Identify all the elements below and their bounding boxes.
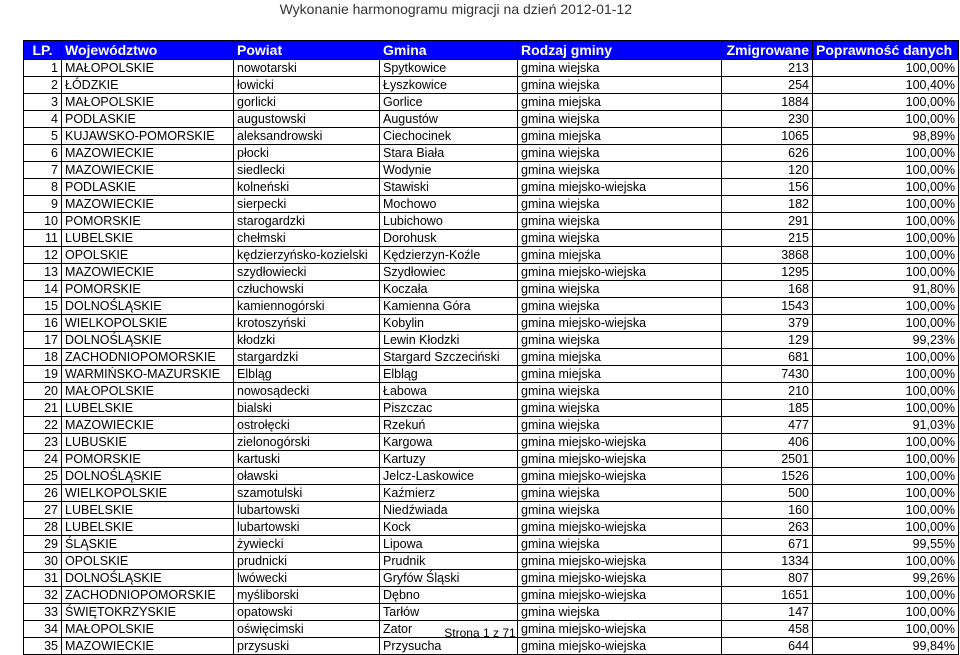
cell-gmina: Szydłowiec: [380, 264, 518, 281]
cell-poprawnosc: 100,00%: [813, 60, 959, 77]
cell-rodzaj-gminy: gmina wiejska: [518, 77, 722, 94]
cell-lp: 5: [24, 128, 62, 145]
cell-lp: 12: [24, 247, 62, 264]
column-header-wojewodztwo: Województwo: [62, 41, 234, 60]
table-row: [24, 111, 959, 128]
cell-gmina: Niedźwiada: [380, 502, 518, 519]
cell-powiat: myśliborski: [234, 587, 380, 604]
table-row: [24, 366, 959, 383]
cell-rodzaj-gminy: gmina wiejska: [518, 145, 722, 162]
cell-rodzaj-gminy: gmina wiejska: [518, 213, 722, 230]
cell-wojewodztwo: MAŁOPOLSKIE: [62, 621, 234, 638]
cell-gmina: Lewin Kłodzki: [380, 332, 518, 349]
cell-lp: 23: [24, 434, 62, 451]
cell-rodzaj-gminy: gmina wiejska: [518, 60, 722, 77]
table-row: [24, 451, 959, 468]
cell-rodzaj-gminy: gmina miejska: [518, 94, 722, 111]
column-header-zmigrowane: Zmigrowane: [722, 41, 813, 60]
cell-rodzaj-gminy: gmina wiejska: [518, 281, 722, 298]
cell-powiat: szydłowiecki: [234, 264, 380, 281]
table-row: [24, 162, 959, 179]
cell-poprawnosc: 100,00%: [813, 621, 959, 638]
cell-poprawnosc: 100,00%: [813, 349, 959, 366]
cell-powiat: starogardzki: [234, 213, 380, 230]
cell-gmina: Przysucha: [380, 638, 518, 655]
cell-zmigrowane: 2501: [722, 451, 813, 468]
cell-lp: 28: [24, 519, 62, 536]
table-row: [24, 519, 959, 536]
cell-lp: 16: [24, 315, 62, 332]
cell-lp: 27: [24, 502, 62, 519]
cell-gmina: Kartuzy: [380, 451, 518, 468]
cell-zmigrowane: 230: [722, 111, 813, 128]
cell-poprawnosc: 100,00%: [813, 519, 959, 536]
cell-gmina: Gryfów Śląski: [380, 570, 518, 587]
cell-gmina: Elbląg: [380, 366, 518, 383]
cell-gmina: Zator: [380, 621, 518, 638]
cell-rodzaj-gminy: gmina wiejska: [518, 230, 722, 247]
cell-poprawnosc: 100,00%: [813, 434, 959, 451]
cell-rodzaj-gminy: gmina miejsko-wiejska: [518, 264, 722, 281]
cell-zmigrowane: 807: [722, 570, 813, 587]
cell-powiat: aleksandrowski: [234, 128, 380, 145]
cell-wojewodztwo: DOLNOŚLĄSKIE: [62, 468, 234, 485]
cell-zmigrowane: 160: [722, 502, 813, 519]
cell-zmigrowane: 1884: [722, 94, 813, 111]
cell-gmina: Łyszkowice: [380, 77, 518, 94]
cell-wojewodztwo: MAZOWIECKIE: [62, 162, 234, 179]
cell-zmigrowane: 1543: [722, 298, 813, 315]
table-row: [24, 536, 959, 553]
cell-powiat: płocki: [234, 145, 380, 162]
cell-powiat: bialski: [234, 400, 380, 417]
cell-zmigrowane: 254: [722, 77, 813, 94]
cell-gmina: Jelcz-Laskowice: [380, 468, 518, 485]
cell-poprawnosc: 100,00%: [813, 451, 959, 468]
table-row: [24, 638, 959, 655]
table-row: [24, 94, 959, 111]
cell-powiat: augustowski: [234, 111, 380, 128]
cell-wojewodztwo: ZACHODNIOPOMORSKIE: [62, 349, 234, 366]
cell-lp: 7: [24, 162, 62, 179]
cell-powiat: gorlicki: [234, 94, 380, 111]
cell-gmina: Lipowa: [380, 536, 518, 553]
cell-zmigrowane: 626: [722, 145, 813, 162]
cell-gmina: Stargard Szczeciński: [380, 349, 518, 366]
cell-gmina: Rzekuń: [380, 417, 518, 434]
table-row: [24, 196, 959, 213]
cell-lp: 21: [24, 400, 62, 417]
cell-lp: 6: [24, 145, 62, 162]
cell-lp: 15: [24, 298, 62, 315]
column-header-gmina: Gmina: [380, 41, 518, 60]
table-row: [24, 349, 959, 366]
cell-powiat: prudnicki: [234, 553, 380, 570]
cell-gmina: Kędzierzyn-Koźle: [380, 247, 518, 264]
cell-rodzaj-gminy: gmina miejsko-wiejska: [518, 434, 722, 451]
table-row: [24, 179, 959, 196]
cell-wojewodztwo: MAZOWIECKIE: [62, 638, 234, 655]
cell-gmina: Tarłów: [380, 604, 518, 621]
column-header-rodzaj-gminy: Rodzaj gminy: [518, 41, 722, 60]
cell-poprawnosc: 100,00%: [813, 179, 959, 196]
cell-lp: 18: [24, 349, 62, 366]
cell-zmigrowane: 379: [722, 315, 813, 332]
cell-wojewodztwo: MAZOWIECKIE: [62, 196, 234, 213]
cell-zmigrowane: 185: [722, 400, 813, 417]
cell-wojewodztwo: LUBELSKIE: [62, 519, 234, 536]
cell-gmina: Lubichowo: [380, 213, 518, 230]
page-footer: [0, 626, 960, 640]
cell-wojewodztwo: WIELKOPOLSKIE: [62, 485, 234, 502]
table-body: [24, 60, 959, 655]
cell-powiat: kędzierzyńsko-kozielski: [234, 247, 380, 264]
cell-zmigrowane: 671: [722, 536, 813, 553]
cell-zmigrowane: 147: [722, 604, 813, 621]
cell-gmina: Stara Biała: [380, 145, 518, 162]
cell-zmigrowane: 213: [722, 60, 813, 77]
cell-poprawnosc: 100,00%: [813, 213, 959, 230]
cell-gmina: Stawiski: [380, 179, 518, 196]
table-row: [24, 315, 959, 332]
cell-lp: 20: [24, 383, 62, 400]
cell-zmigrowane: 1526: [722, 468, 813, 485]
cell-wojewodztwo: MAŁOPOLSKIE: [62, 94, 234, 111]
cell-rodzaj-gminy: gmina miejska: [518, 349, 722, 366]
cell-gmina: Prudnik: [380, 553, 518, 570]
cell-lp: 24: [24, 451, 62, 468]
cell-zmigrowane: 210: [722, 383, 813, 400]
cell-lp: 22: [24, 417, 62, 434]
table-row: [24, 60, 959, 77]
cell-powiat: kolneński: [234, 179, 380, 196]
cell-poprawnosc: 100,40%: [813, 77, 959, 94]
cell-lp: 31: [24, 570, 62, 587]
cell-rodzaj-gminy: gmina wiejska: [518, 604, 722, 621]
cell-lp: 29: [24, 536, 62, 553]
cell-lp: 30: [24, 553, 62, 570]
cell-powiat: kartuski: [234, 451, 380, 468]
cell-poprawnosc: 100,00%: [813, 162, 959, 179]
cell-zmigrowane: 1651: [722, 587, 813, 604]
cell-zmigrowane: 291: [722, 213, 813, 230]
cell-powiat: lwówecki: [234, 570, 380, 587]
table-row: [24, 468, 959, 485]
cell-poprawnosc: 100,00%: [813, 604, 959, 621]
cell-powiat: lubartowski: [234, 502, 380, 519]
cell-wojewodztwo: LUBELSKIE: [62, 502, 234, 519]
cell-lp: 33: [24, 604, 62, 621]
cell-wojewodztwo: ZACHODNIOPOMORSKIE: [62, 587, 234, 604]
cell-powiat: lubartowski: [234, 519, 380, 536]
column-header-powiat: Powiat: [234, 41, 380, 60]
cell-gmina: Mochowo: [380, 196, 518, 213]
cell-poprawnosc: 99,84%: [813, 638, 959, 655]
cell-wojewodztwo: MAZOWIECKIE: [62, 264, 234, 281]
cell-powiat: opatowski: [234, 604, 380, 621]
cell-poprawnosc: 99,23%: [813, 332, 959, 349]
cell-lp: 2: [24, 77, 62, 94]
table-row: [24, 128, 959, 145]
cell-gmina: Kock: [380, 519, 518, 536]
table-row: [24, 485, 959, 502]
column-header-lp: LP.: [24, 41, 62, 60]
cell-gmina: Łabowa: [380, 383, 518, 400]
cell-rodzaj-gminy: gmina miejsko-wiejska: [518, 621, 722, 638]
cell-wojewodztwo: POMORSKIE: [62, 281, 234, 298]
cell-powiat: żywiecki: [234, 536, 380, 553]
cell-rodzaj-gminy: gmina wiejska: [518, 502, 722, 519]
cell-zmigrowane: 1334: [722, 553, 813, 570]
cell-wojewodztwo: POMORSKIE: [62, 213, 234, 230]
cell-rodzaj-gminy: gmina wiejska: [518, 383, 722, 400]
cell-powiat: człuchowski: [234, 281, 380, 298]
cell-wojewodztwo: OPOLSKIE: [62, 247, 234, 264]
cell-rodzaj-gminy: gmina miejska: [518, 247, 722, 264]
cell-lp: 8: [24, 179, 62, 196]
cell-rodzaj-gminy: gmina wiejska: [518, 485, 722, 502]
cell-zmigrowane: 182: [722, 196, 813, 213]
cell-rodzaj-gminy: gmina wiejska: [518, 536, 722, 553]
cell-zmigrowane: 406: [722, 434, 813, 451]
cell-poprawnosc: 99,26%: [813, 570, 959, 587]
cell-gmina: Dorohusk: [380, 230, 518, 247]
cell-powiat: kamiennogórski: [234, 298, 380, 315]
cell-powiat: stargardzki: [234, 349, 380, 366]
cell-wojewodztwo: KUJAWSKO-POMORSKIE: [62, 128, 234, 145]
table-row: [24, 332, 959, 349]
cell-wojewodztwo: ŚWIĘTOKRZYSKIE: [62, 604, 234, 621]
cell-wojewodztwo: LUBELSKIE: [62, 230, 234, 247]
cell-lp: 26: [24, 485, 62, 502]
cell-lp: 3: [24, 94, 62, 111]
cell-lp: 19: [24, 366, 62, 383]
table-row: [24, 145, 959, 162]
cell-wojewodztwo: OPOLSKIE: [62, 553, 234, 570]
table-row: [24, 213, 959, 230]
table-row: [24, 77, 959, 94]
cell-wojewodztwo: POMORSKIE: [62, 451, 234, 468]
cell-wojewodztwo: WARMIŃSKO-MAZURSKIE: [62, 366, 234, 383]
cell-wojewodztwo: PODLASKIE: [62, 179, 234, 196]
table-row: [24, 587, 959, 604]
table-row: [24, 281, 959, 298]
cell-zmigrowane: 3868: [722, 247, 813, 264]
cell-powiat: łowicki: [234, 77, 380, 94]
cell-gmina: Spytkowice: [380, 60, 518, 77]
cell-gmina: Kaźmierz: [380, 485, 518, 502]
cell-gmina: Piszczac: [380, 400, 518, 417]
table-row: [24, 400, 959, 417]
cell-rodzaj-gminy: gmina wiejska: [518, 417, 722, 434]
cell-wojewodztwo: WIELKOPOLSKIE: [62, 315, 234, 332]
cell-lp: 11: [24, 230, 62, 247]
cell-lp: 9: [24, 196, 62, 213]
table-row: [24, 383, 959, 400]
cell-poprawnosc: 91,80%: [813, 281, 959, 298]
cell-rodzaj-gminy: gmina miejsko-wiejska: [518, 570, 722, 587]
cell-rodzaj-gminy: gmina miejska: [518, 128, 722, 145]
cell-powiat: oświęcimski: [234, 621, 380, 638]
cell-wojewodztwo: MAZOWIECKIE: [62, 417, 234, 434]
cell-lp: 25: [24, 468, 62, 485]
cell-powiat: chełmski: [234, 230, 380, 247]
cell-rodzaj-gminy: gmina wiejska: [518, 332, 722, 349]
cell-poprawnosc: 100,00%: [813, 94, 959, 111]
cell-poprawnosc: 100,00%: [813, 587, 959, 604]
cell-powiat: nowotarski: [234, 60, 380, 77]
cell-zmigrowane: 1295: [722, 264, 813, 281]
cell-wojewodztwo: LUBUSKIE: [62, 434, 234, 451]
cell-gmina: Kargowa: [380, 434, 518, 451]
cell-zmigrowane: 215: [722, 230, 813, 247]
cell-gmina: Wodynie: [380, 162, 518, 179]
migration-table: [23, 40, 959, 655]
cell-lp: 14: [24, 281, 62, 298]
table-row: [24, 247, 959, 264]
cell-zmigrowane: 1065: [722, 128, 813, 145]
cell-poprawnosc: 100,00%: [813, 383, 959, 400]
page-number: Strona 1 z 71: [444, 626, 516, 640]
cell-rodzaj-gminy: gmina wiejska: [518, 400, 722, 417]
cell-wojewodztwo: DOLNOŚLĄSKIE: [62, 332, 234, 349]
cell-poprawnosc: 100,00%: [813, 298, 959, 315]
cell-powiat: szamotulski: [234, 485, 380, 502]
table-row: [24, 570, 959, 587]
cell-poprawnosc: 99,55%: [813, 536, 959, 553]
cell-zmigrowane: 644: [722, 638, 813, 655]
cell-powiat: kłodzki: [234, 332, 380, 349]
cell-poprawnosc: 100,00%: [813, 196, 959, 213]
cell-rodzaj-gminy: gmina wiejska: [518, 111, 722, 128]
cell-wojewodztwo: MAŁOPOLSKIE: [62, 60, 234, 77]
cell-wojewodztwo: ŁÓDZKIE: [62, 77, 234, 94]
cell-lp: 4: [24, 111, 62, 128]
cell-lp: 35: [24, 638, 62, 655]
cell-poprawnosc: 100,00%: [813, 145, 959, 162]
cell-powiat: przysuski: [234, 638, 380, 655]
cell-rodzaj-gminy: gmina wiejska: [518, 298, 722, 315]
cell-gmina: Kobylin: [380, 315, 518, 332]
table-header-row: [24, 41, 959, 60]
cell-poprawnosc: 100,00%: [813, 315, 959, 332]
cell-gmina: Kamienna Góra: [380, 298, 518, 315]
cell-rodzaj-gminy: gmina miejsko-wiejska: [518, 315, 722, 332]
cell-zmigrowane: 500: [722, 485, 813, 502]
cell-rodzaj-gminy: gmina wiejska: [518, 162, 722, 179]
cell-powiat: krotoszyński: [234, 315, 380, 332]
cell-powiat: siedlecki: [234, 162, 380, 179]
cell-rodzaj-gminy: gmina miejsko-wiejska: [518, 638, 722, 655]
cell-lp: 10: [24, 213, 62, 230]
cell-wojewodztwo: DOLNOŚLĄSKIE: [62, 298, 234, 315]
cell-poprawnosc: 100,00%: [813, 485, 959, 502]
document-header: [0, 0, 960, 30]
column-header-poprawnosc: Poprawność danych: [813, 41, 959, 60]
cell-poprawnosc: 100,00%: [813, 366, 959, 383]
cell-zmigrowane: 263: [722, 519, 813, 536]
cell-poprawnosc: 91,03%: [813, 417, 959, 434]
cell-lp: 1: [24, 60, 62, 77]
cell-rodzaj-gminy: gmina miejsko-wiejska: [518, 553, 722, 570]
cell-zmigrowane: 477: [722, 417, 813, 434]
cell-powiat: sierpecki: [234, 196, 380, 213]
cell-poprawnosc: 100,00%: [813, 230, 959, 247]
cell-wojewodztwo: LUBELSKIE: [62, 400, 234, 417]
cell-powiat: oławski: [234, 468, 380, 485]
table-row: [24, 264, 959, 281]
cell-zmigrowane: 129: [722, 332, 813, 349]
cell-rodzaj-gminy: gmina wiejska: [518, 196, 722, 213]
table-row: [24, 434, 959, 451]
cell-powiat: zielonogórski: [234, 434, 380, 451]
cell-rodzaj-gminy: gmina miejska: [518, 366, 722, 383]
cell-rodzaj-gminy: gmina miejsko-wiejska: [518, 451, 722, 468]
cell-poprawnosc: 100,00%: [813, 468, 959, 485]
cell-lp: 13: [24, 264, 62, 281]
cell-lp: 32: [24, 587, 62, 604]
cell-powiat: nowosądecki: [234, 383, 380, 400]
cell-zmigrowane: 681: [722, 349, 813, 366]
cell-poprawnosc: 100,00%: [813, 553, 959, 570]
cell-wojewodztwo: MAZOWIECKIE: [62, 145, 234, 162]
cell-gmina: Ciechocinek: [380, 128, 518, 145]
cell-powiat: ostrołęcki: [234, 417, 380, 434]
cell-poprawnosc: 98,89%: [813, 128, 959, 145]
cell-poprawnosc: 100,00%: [813, 247, 959, 264]
table-row: [24, 298, 959, 315]
cell-rodzaj-gminy: gmina miejsko-wiejska: [518, 468, 722, 485]
cell-lp: 17: [24, 332, 62, 349]
cell-poprawnosc: 100,00%: [813, 400, 959, 417]
cell-poprawnosc: 100,00%: [813, 111, 959, 128]
cell-wojewodztwo: PODLASKIE: [62, 111, 234, 128]
cell-zmigrowane: 156: [722, 179, 813, 196]
cell-gmina: Koczała: [380, 281, 518, 298]
cell-rodzaj-gminy: gmina miejsko-wiejska: [518, 519, 722, 536]
cell-wojewodztwo: ŚLĄSKIE: [62, 536, 234, 553]
cell-gmina: Dębno: [380, 587, 518, 604]
cell-powiat: Elbląg: [234, 366, 380, 383]
table-row: [24, 553, 959, 570]
cell-zmigrowane: 458: [722, 621, 813, 638]
document-title: Wykonanie harmonogramu migracji na dzień 2012-01-12: [279, 1, 632, 17]
cell-gmina: Gorlice: [380, 94, 518, 111]
cell-poprawnosc: 100,00%: [813, 264, 959, 281]
cell-poprawnosc: 100,00%: [813, 502, 959, 519]
cell-lp: 34: [24, 621, 62, 638]
table-row: [24, 502, 959, 519]
table-row: [24, 417, 959, 434]
cell-zmigrowane: 168: [722, 281, 813, 298]
cell-gmina: Augustów: [380, 111, 518, 128]
table-row: [24, 604, 959, 621]
cell-rodzaj-gminy: gmina miejsko-wiejska: [518, 587, 722, 604]
cell-zmigrowane: 120: [722, 162, 813, 179]
cell-rodzaj-gminy: gmina miejsko-wiejska: [518, 179, 722, 196]
table-row: [24, 230, 959, 247]
cell-zmigrowane: 7430: [722, 366, 813, 383]
cell-wojewodztwo: MAŁOPOLSKIE: [62, 383, 234, 400]
cell-wojewodztwo: DOLNOŚLĄSKIE: [62, 570, 234, 587]
